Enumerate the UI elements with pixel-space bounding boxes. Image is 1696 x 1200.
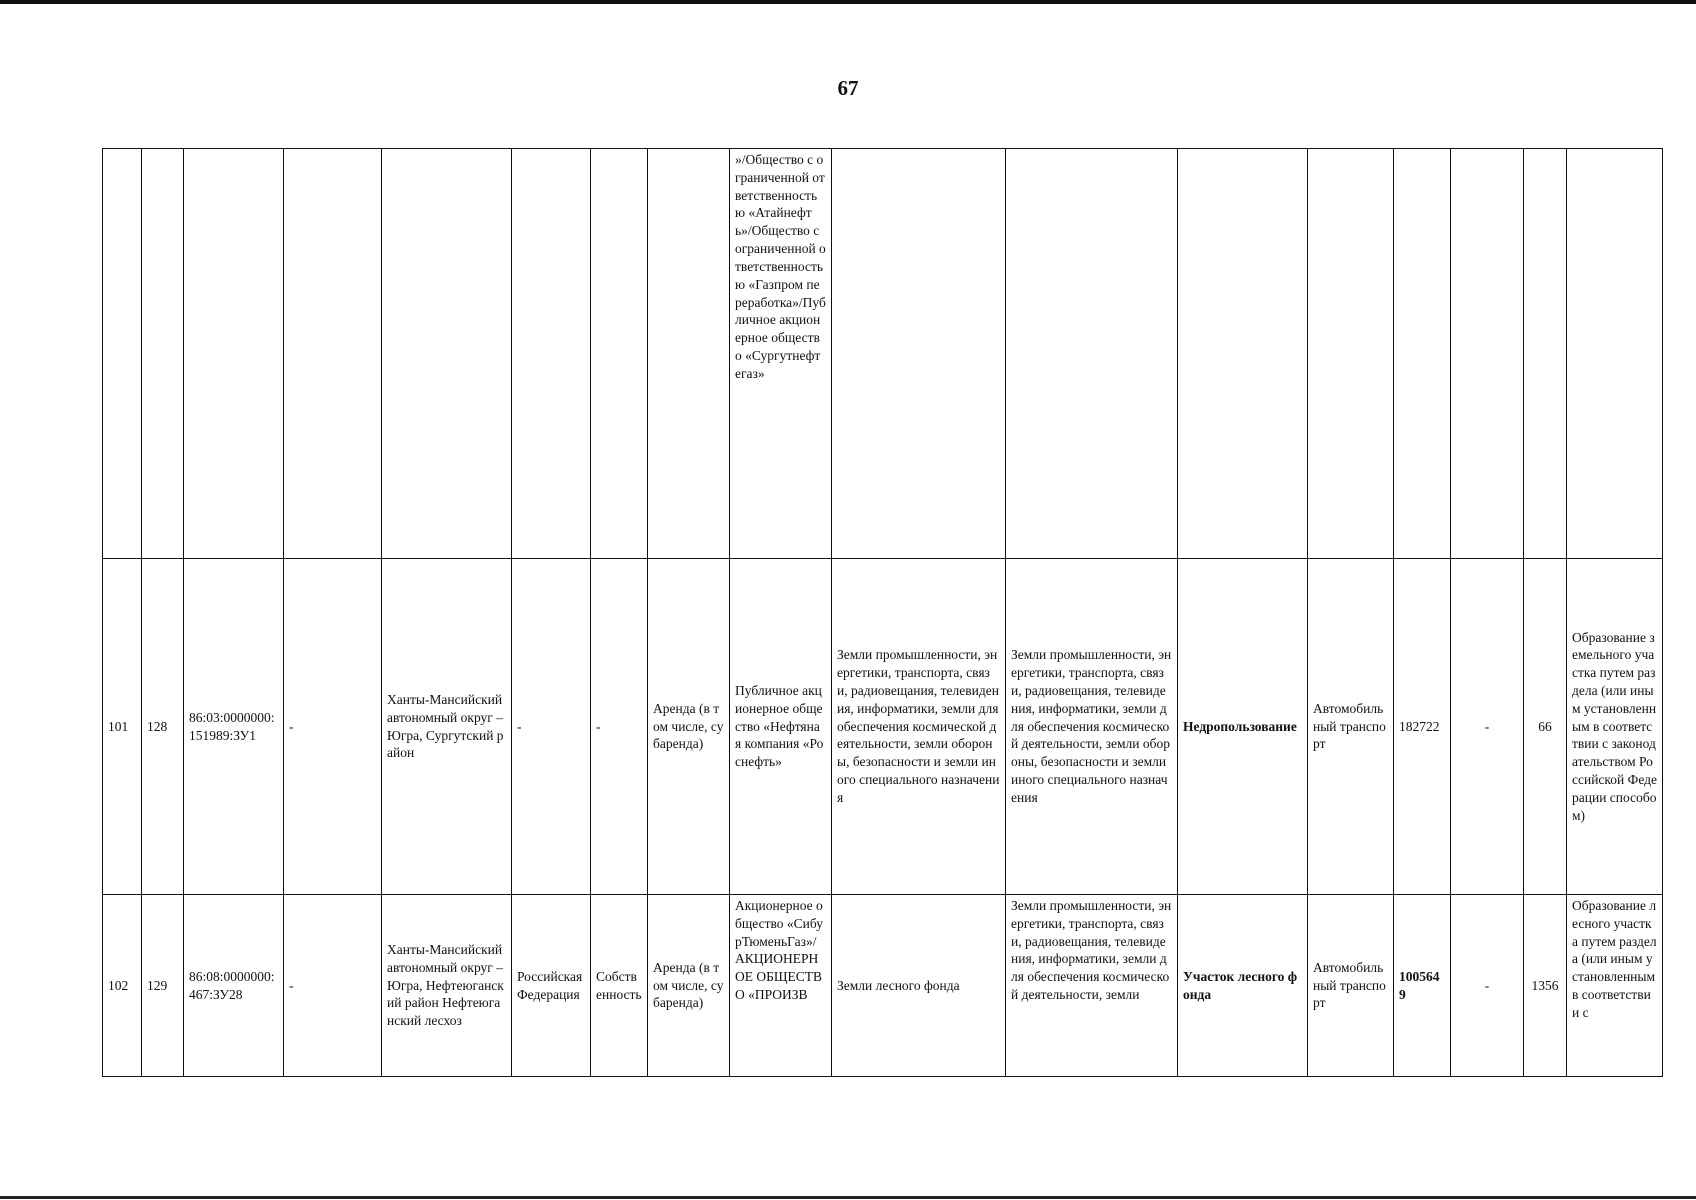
cell-row-number: 101 bbox=[103, 559, 142, 895]
cell-empty bbox=[591, 149, 648, 559]
page-number: 67 bbox=[837, 76, 859, 100]
cell-empty bbox=[284, 149, 382, 559]
cell-col15: - bbox=[1451, 559, 1524, 895]
cell-col7: Собственность bbox=[591, 895, 648, 1077]
cell-empty bbox=[832, 149, 1006, 559]
cell-empty bbox=[1567, 149, 1663, 559]
cell-item-number: 128 bbox=[142, 559, 184, 895]
cell-cadastral-number: 86:08:0000000:467:ЗУ28 bbox=[184, 895, 284, 1077]
cell-permitted-use: Недропользование bbox=[1178, 559, 1308, 895]
cell-permitted-use: Участок лесного фонда bbox=[1178, 895, 1308, 1077]
cell-area: 1005649 bbox=[1394, 895, 1451, 1077]
cell-right-type: Аренда (в том числе, субаренда) bbox=[648, 559, 730, 895]
cell-category-target: Земли промышленности, энергетики, транспорта, связи, радиовещания, телевидения, информатики, земли для обеспечения космической деятельности, земли bbox=[1006, 895, 1178, 1077]
cell-right-type: Аренда (в том числе, субаренда) bbox=[648, 895, 730, 1077]
cell-location: Ханты-Мансийский автономный округ – Югра, Нефтеюганский район Нефтеюганский лесхоз bbox=[382, 895, 512, 1077]
cell-col4: - bbox=[284, 559, 382, 895]
cell-empty bbox=[1308, 149, 1394, 559]
cell-empty bbox=[1394, 149, 1451, 559]
cell-empty bbox=[512, 149, 591, 559]
cell-col6: - bbox=[512, 559, 591, 895]
cell-empty bbox=[142, 149, 184, 559]
register-table bbox=[102, 148, 1663, 1077]
table-row-continuation bbox=[103, 149, 1663, 559]
cell-category-current: Земли лесного фонда bbox=[832, 895, 1006, 1077]
cell-col16: 66 bbox=[1524, 559, 1567, 895]
top-border-rule bbox=[0, 0, 1696, 4]
cell-empty bbox=[382, 149, 512, 559]
cell-empty bbox=[184, 149, 284, 559]
cell-formation-method: Образование лесного участка путем раздела (или иным установленным в соответствии с bbox=[1567, 895, 1663, 1077]
cell-col6: Российская Федерация bbox=[512, 895, 591, 1077]
cell-empty bbox=[1451, 149, 1524, 559]
cell-owner: Публичное акционерное общество «Нефтяная компания «Роснефть» bbox=[730, 559, 832, 895]
cell-row-number: 102 bbox=[103, 895, 142, 1077]
cell-category-target: Земли промышленности, энергетики, транспорта, связи, радиовещания, телевидения, информатики, земли для обеспечения космической деятельности, земли обороны, безопасности и земли иного специального назначения bbox=[1006, 559, 1178, 895]
bottom-border-rule bbox=[0, 1196, 1696, 1199]
cell-formation-method: Образование земельного участка путем раздела (или иным установленным в соответствии с законодательством Российской Федерации способом) bbox=[1567, 559, 1663, 895]
cell-area: 182722 bbox=[1394, 559, 1451, 895]
cell-col15: - bbox=[1451, 895, 1524, 1077]
cell-cadastral-number: 86:03:0000000:151989:ЗУ1 bbox=[184, 559, 284, 895]
cell-empty bbox=[1524, 149, 1567, 559]
cell-empty bbox=[648, 149, 730, 559]
cell-empty bbox=[103, 149, 142, 559]
table-row bbox=[103, 559, 1663, 895]
cell-purpose: Автомобильный транспорт bbox=[1308, 559, 1394, 895]
cell-col4: - bbox=[284, 895, 382, 1077]
cell-owner: »/Общество с ограниченной ответственностью «Атайнефть»/Общество с ограниченной ответственностью «Газпром переработка»/Публичное акционерное общество «Сургутнефтегаз» bbox=[730, 149, 832, 559]
cell-col7: - bbox=[591, 559, 648, 895]
cell-category-current: Земли промышленности, энергетики, транспорта, связи, радиовещания, телевидения, информатики, земли для обеспечения космической деятельности, земли обороны, безопасности и земли иного специального назначения bbox=[832, 559, 1006, 895]
cell-item-number: 129 bbox=[142, 895, 184, 1077]
table-row bbox=[103, 895, 1663, 1077]
cell-owner: Акционерное общество «СибурТюменьГаз»/ АКЦИОНЕРНОЕ ОБЩЕСТВО «ПРОИЗВ bbox=[730, 895, 832, 1077]
cell-col16: 1356 bbox=[1524, 895, 1567, 1077]
cell-location: Ханты-Мансийский автономный округ – Югра, Сургутский район bbox=[382, 559, 512, 895]
cell-empty bbox=[1006, 149, 1178, 559]
cell-empty bbox=[1178, 149, 1308, 559]
cell-purpose: Автомобильный транспорт bbox=[1308, 895, 1394, 1077]
